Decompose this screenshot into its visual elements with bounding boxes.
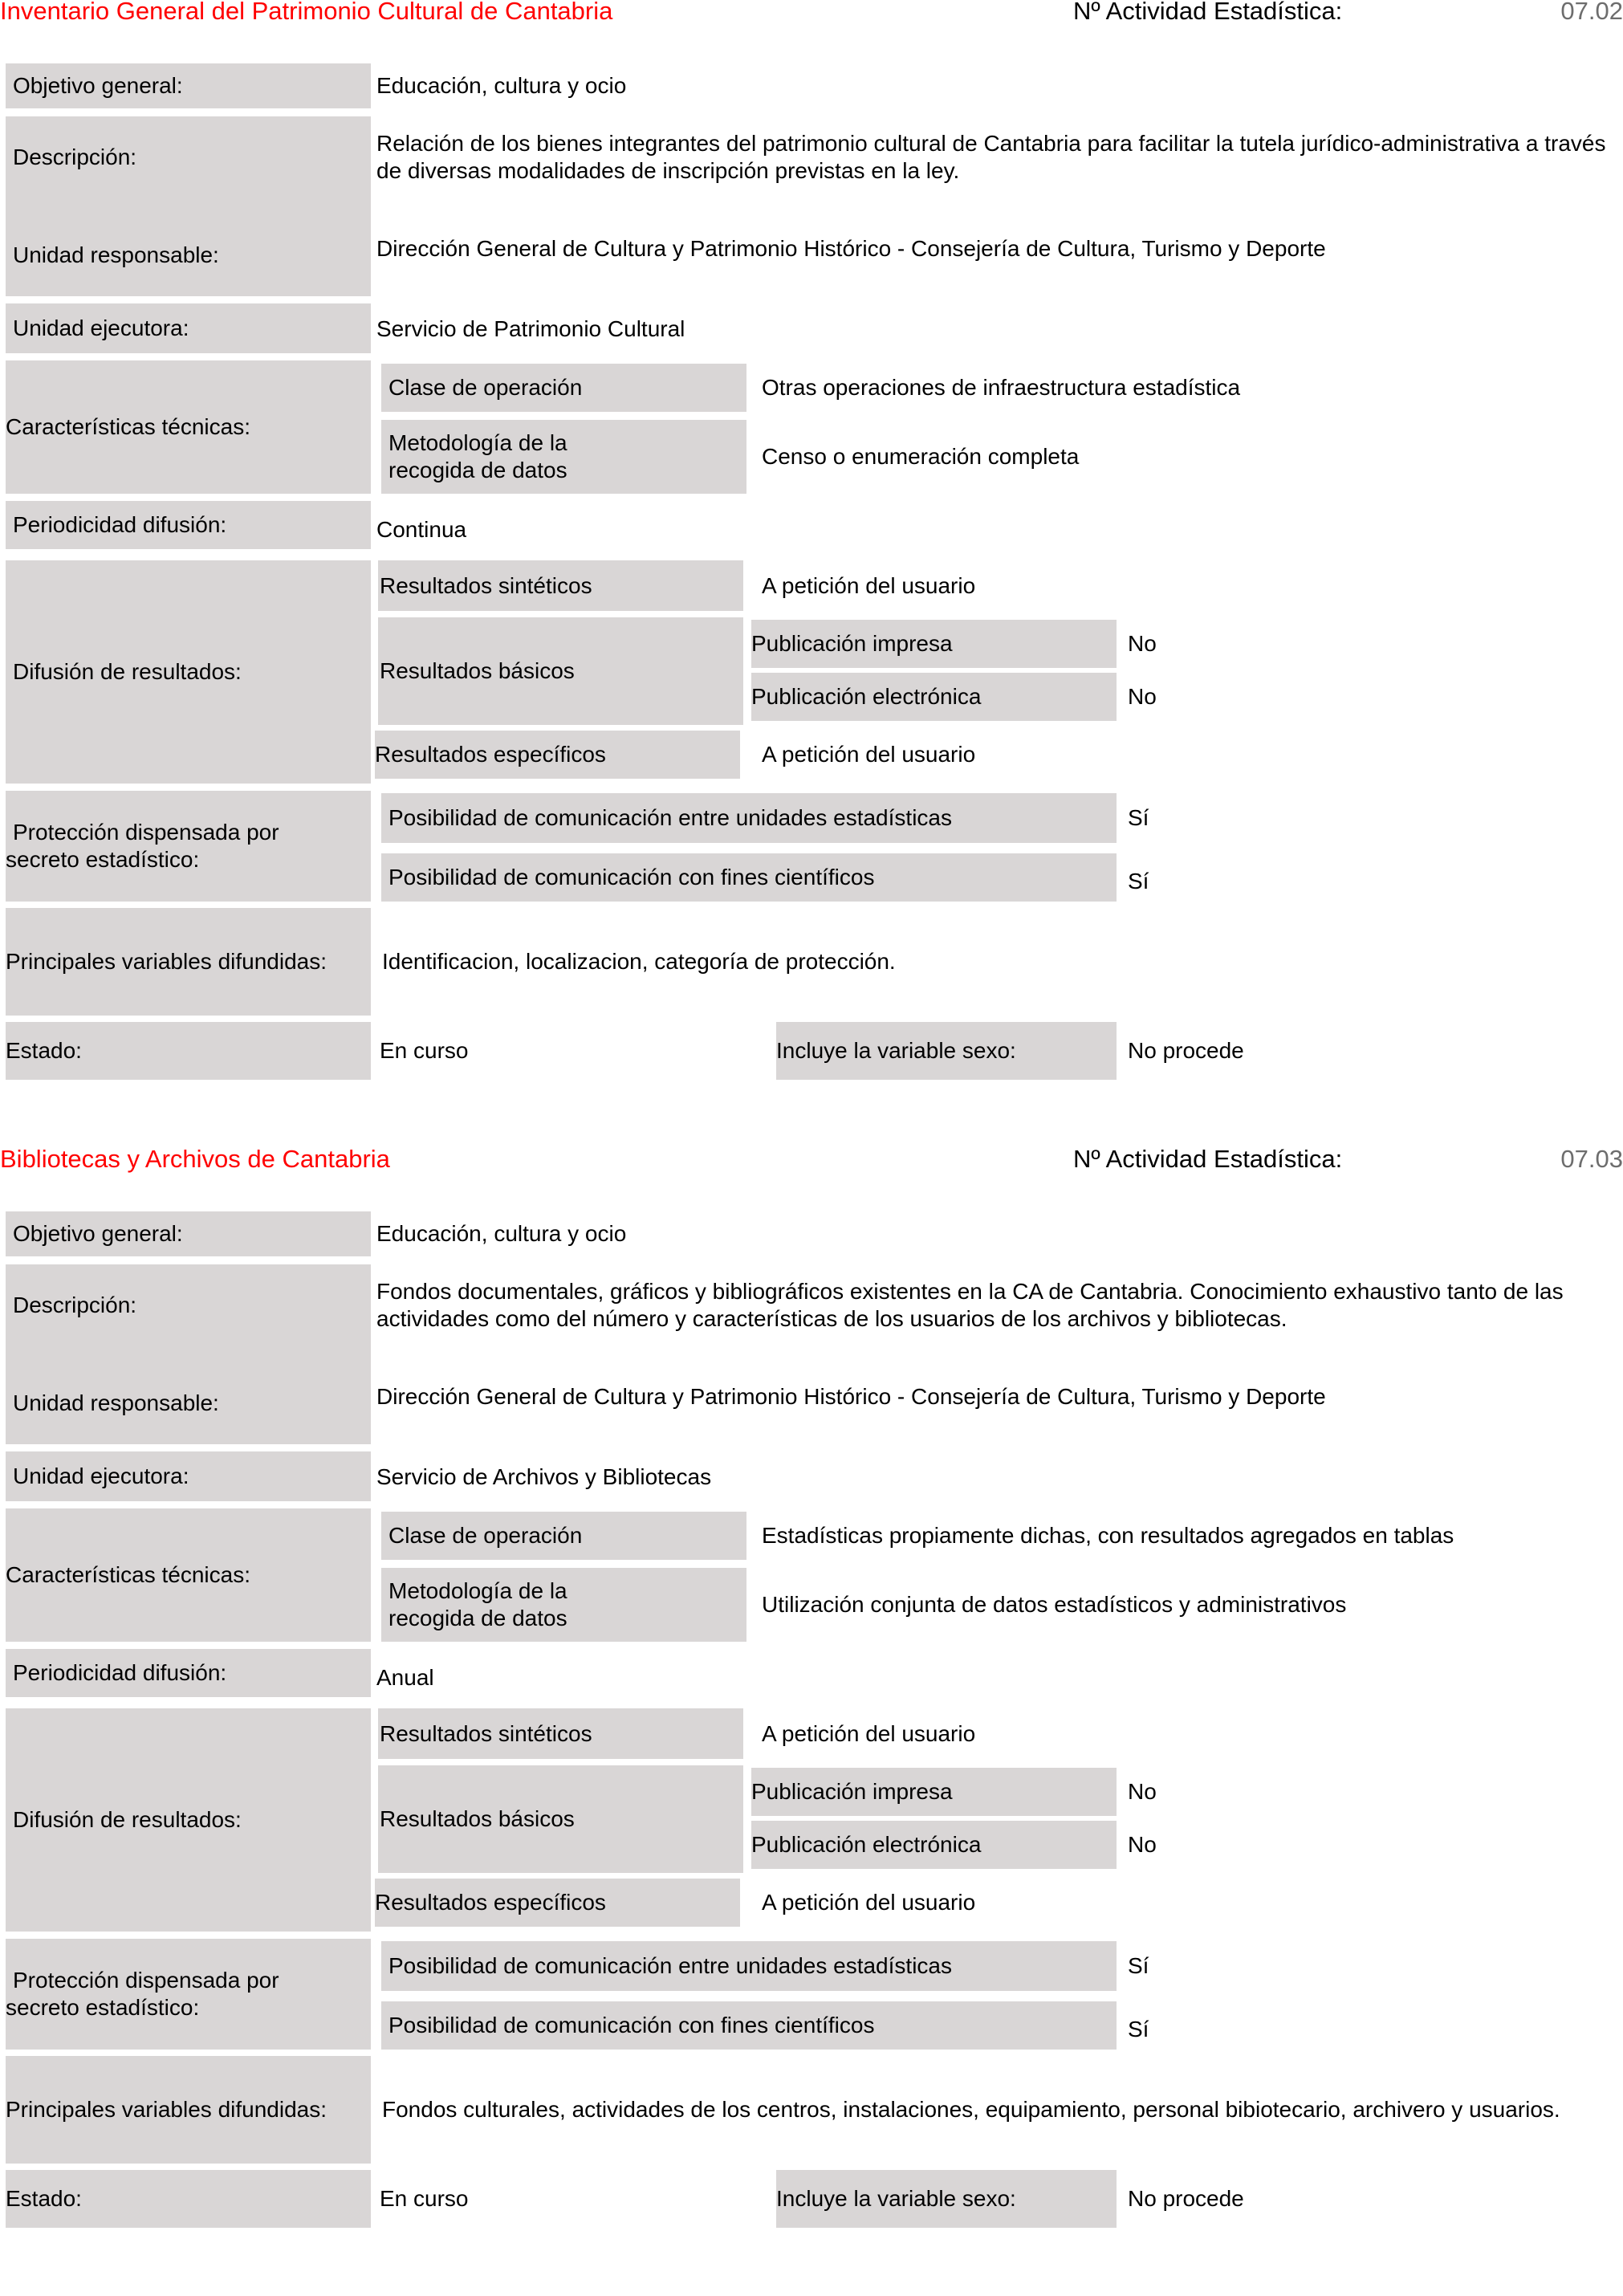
clase-operacion-value: Otras operaciones de infraestructura estadística <box>762 375 1241 400</box>
unidad-responsable-value: Dirección General de Cultura y Patrimonio Histórico - Consejería de Cultura, Turismo y Deporte <box>376 236 1326 261</box>
periodicidad-value: Continua <box>376 517 467 542</box>
unidad-ejecutora-label: Unidad ejecutora: <box>6 303 371 353</box>
periodicidad-label: Periodicidad difusión: <box>6 501 371 549</box>
publicacion-impresa-label: Publicación impresa <box>751 620 1117 668</box>
activity-number-label: Nº Actividad Estadística: <box>1073 1145 1343 1173</box>
sexo-label: Incluye la variable sexo: <box>776 1022 1117 1080</box>
estado-value: En curso <box>380 1038 469 1063</box>
unidad-responsable-label: Unidad responsable: <box>13 242 219 267</box>
unidad-ejecutora-value: Servicio de Archivos y Bibliotecas <box>376 1464 712 1489</box>
resultados-sinteticos-label: Resultados sintéticos <box>378 1708 743 1759</box>
variables-label: Principales variables difundidas: <box>6 908 371 1016</box>
unidad-responsable-value: Dirección General de Cultura y Patrimonio Histórico - Consejería de Cultura, Turismo y Deporte <box>376 1384 1326 1409</box>
activity-number-label: Nº Actividad Estadística: <box>1073 0 1343 25</box>
variables-value: Fondos culturales, actividades de los centros, instalaciones, equipamiento, personal bibiotecario, archivero y usuarios. <box>382 2097 1560 2122</box>
clase-operacion-label: Clase de operación <box>381 364 746 412</box>
proteccion-label: Protección dispensada por secreto estadístico: <box>6 1939 371 2050</box>
comunicacion-unidades-value: Sí <box>1128 1953 1149 1978</box>
comunicacion-unidades-label: Posibilidad de comunicación entre unidades estadísticas <box>381 1941 1117 1991</box>
periodicidad-label: Periodicidad difusión: <box>6 1649 371 1697</box>
resultados-especificos-label: Resultados específicos <box>375 731 740 779</box>
comunicacion-cientificos-value: Sí <box>1128 869 1149 894</box>
comunicacion-cientificos-label: Posibilidad de comunicación con fines científicos <box>381 853 1117 902</box>
publicacion-electronica-label: Publicación electrónica <box>751 1821 1117 1869</box>
sexo-value: No procede <box>1128 2186 1244 2211</box>
descripcion-value: Fondos documentales, gráficos y bibliográficos existentes en la CA de Cantabria. Conocimiento exhaustivo tanto de las actividades como del número y características de los usuarios de los archivos y bibliotecas. <box>376 1279 1564 1331</box>
unidad-ejecutora-label: Unidad ejecutora: <box>6 1451 371 1501</box>
comunicacion-cientificos-value: Sí <box>1128 2017 1149 2042</box>
objetivo-value: Educación, cultura y ocio <box>376 1221 627 1246</box>
resultados-especificos-label: Resultados específicos <box>375 1879 740 1927</box>
activity-title: Bibliotecas y Archivos de Cantabria <box>0 1145 390 1173</box>
comunicacion-unidades-label: Posibilidad de comunicación entre unidades estadísticas <box>381 793 1117 843</box>
publicacion-electronica-label: Publicación electrónica <box>751 673 1117 721</box>
resultados-especificos-value: A petición del usuario <box>762 742 976 767</box>
resultados-basicos-label: Resultados básicos <box>378 1765 743 1873</box>
resultados-basicos-label: Resultados básicos <box>378 617 743 725</box>
descripcion-label: Descripción: <box>6 116 371 296</box>
difusion-label: Difusión de resultados: <box>6 560 371 784</box>
clase-operacion-value: Estadísticas propiamente dichas, con resultados agregados en tablas <box>762 1523 1454 1548</box>
resultados-sinteticos-label: Resultados sintéticos <box>378 560 743 611</box>
caracteristicas-label: Características técnicas: <box>6 360 371 494</box>
metodologia-value: Censo o enumeración completa <box>762 444 1080 469</box>
objetivo-label: Objetivo general: <box>6 63 371 108</box>
activity-number: 07.03 <box>1560 1145 1623 1173</box>
sexo-label: Incluye la variable sexo: <box>776 2170 1117 2228</box>
resultados-especificos-value: A petición del usuario <box>762 1890 976 1915</box>
caracteristicas-label: Características técnicas: <box>6 1508 371 1642</box>
resultados-sinteticos-value: A petición del usuario <box>762 1720 976 1746</box>
descripcion-value: Relación de los bienes integrantes del patrimonio cultural de Cantabria para facilitar la tutela jurídico-administrativa a través de diversas modalidades de inscripción previstas en la ley. <box>376 131 1606 183</box>
metodologia-label: Metodología de la recogida de datos <box>381 420 746 494</box>
proteccion-label: Protección dispensada por secreto estadístico: <box>6 791 371 902</box>
metodologia-value: Utilización conjunta de datos estadísticos y administrativos <box>762 1592 1347 1617</box>
unidad-responsable-label: Unidad responsable: <box>13 1390 219 1415</box>
publicacion-impresa-value: No <box>1128 631 1157 656</box>
publicacion-electronica-value: No <box>1128 1832 1157 1857</box>
activity-title: Inventario General del Patrimonio Cultural de Cantabria <box>0 0 613 25</box>
comunicacion-unidades-value: Sí <box>1128 805 1149 830</box>
publicacion-impresa-label: Publicación impresa <box>751 1768 1117 1816</box>
objetivo-value: Educación, cultura y ocio <box>376 73 627 98</box>
unidad-ejecutora-value: Servicio de Patrimonio Cultural <box>376 316 685 341</box>
estado-label: Estado: <box>6 1022 371 1080</box>
variables-label: Principales variables difundidas: <box>6 2056 371 2164</box>
variables-value: Identificacion, localizacion, categoría de protección. <box>382 949 896 974</box>
resultados-sinteticos-value: A petición del usuario <box>762 572 976 598</box>
periodicidad-value: Anual <box>376 1665 434 1690</box>
estado-value: En curso <box>380 2186 469 2211</box>
activity-section <box>0 1145 1623 2296</box>
difusion-label: Difusión de resultados: <box>6 1708 371 1932</box>
activity-number: 07.02 <box>1560 0 1623 25</box>
publicacion-electronica-value: No <box>1128 684 1157 709</box>
sexo-value: No procede <box>1128 1038 1244 1063</box>
estado-label: Estado: <box>6 2170 371 2228</box>
descripcion-label: Descripción: <box>6 1264 371 1444</box>
comunicacion-cientificos-label: Posibilidad de comunicación con fines científicos <box>381 2001 1117 2050</box>
metodologia-label: Metodología de la recogida de datos <box>381 1568 746 1642</box>
clase-operacion-label: Clase de operación <box>381 1512 746 1560</box>
objetivo-label: Objetivo general: <box>6 1211 371 1256</box>
publicacion-impresa-value: No <box>1128 1779 1157 1804</box>
